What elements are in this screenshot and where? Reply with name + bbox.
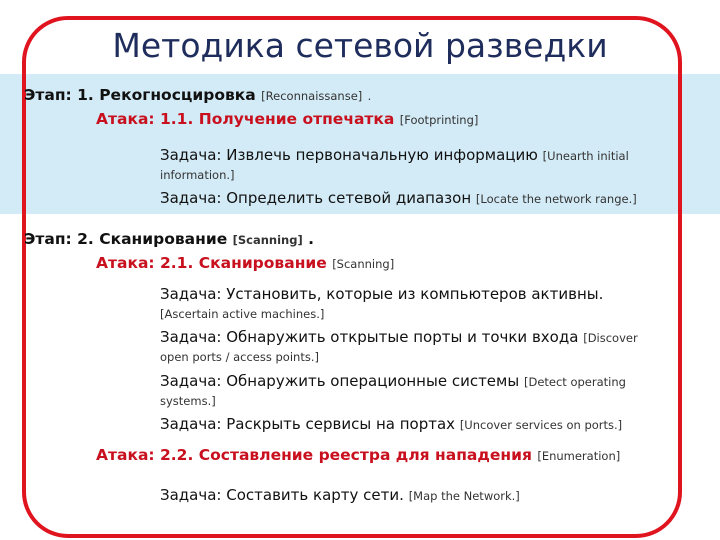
attack-2-2-english: [Enumeration] xyxy=(537,449,621,463)
attack-2-2 xyxy=(96,446,620,464)
stage-2 xyxy=(24,230,314,248)
task-2 xyxy=(160,189,637,207)
task-5-english-cont: systems.] xyxy=(160,394,216,408)
page-title: Методика сетевой разведки xyxy=(112,26,608,65)
attack-2-1-label: Атака: 2.1. Сканирование xyxy=(96,254,327,272)
attack-2-1 xyxy=(96,254,394,272)
task-4-label: Задача: Обнаружить открытые порты и точки входа xyxy=(160,328,579,346)
attack-1-1-english: [Footprinting] xyxy=(399,113,479,127)
task-4-english-cont: open ports / access points.] xyxy=(160,350,319,364)
stage-2-label: Этап: 2. Сканирование xyxy=(24,230,228,248)
task-7-english: [Map the Network.] xyxy=(408,489,520,503)
attack-2-1-english: [Scanning] xyxy=(332,257,395,271)
task-5-label: Задача: Обнаружить операционные системы xyxy=(160,372,520,390)
task-1-english-cont: information.] xyxy=(160,168,235,182)
stage-1-english: [Reconnaissanse] xyxy=(261,89,363,103)
stage-1-tail: . xyxy=(367,89,372,103)
task-3 xyxy=(160,285,603,303)
task-7 xyxy=(160,486,520,504)
task-1 xyxy=(160,146,629,164)
task-5 xyxy=(160,372,626,390)
task-6-english: [Uncover services on ports.] xyxy=(459,418,623,432)
task-1-english: [Unearth initial xyxy=(542,149,629,163)
task-4 xyxy=(160,328,638,346)
task-3-label: Задача: Установить, которые из компьютеров активны. xyxy=(160,285,604,303)
stage-2-tail: . xyxy=(308,230,315,248)
attack-1-1-label: Атака: 1.1. Получение отпечатка xyxy=(96,110,395,128)
task-6 xyxy=(160,415,622,433)
stage-1 xyxy=(24,86,371,104)
task-1-label: Задача: Извлечь первоначальную информацию xyxy=(160,146,538,164)
task-4-english: [Discover xyxy=(583,331,638,345)
stage-1-label: Этап: 1. Рекогносцировка xyxy=(24,86,256,104)
task-5-english: [Detect operating xyxy=(523,375,626,389)
stage-2-english: [Scanning] xyxy=(232,233,303,247)
task-3-english-cont: [Ascertain active machines.] xyxy=(160,307,325,321)
task-7-label: Задача: Составить карту сети. xyxy=(160,486,404,504)
task-6-label: Задача: Раскрыть сервисы на портах xyxy=(160,415,456,433)
task-2-label: Задача: Определить сетевой диапазон xyxy=(160,189,472,207)
attack-1-1 xyxy=(96,110,478,128)
task-2-english: [Locate the network range.] xyxy=(475,192,637,206)
attack-2-2-label: Атака: 2.2. Составление реестра для нападения xyxy=(96,446,532,464)
